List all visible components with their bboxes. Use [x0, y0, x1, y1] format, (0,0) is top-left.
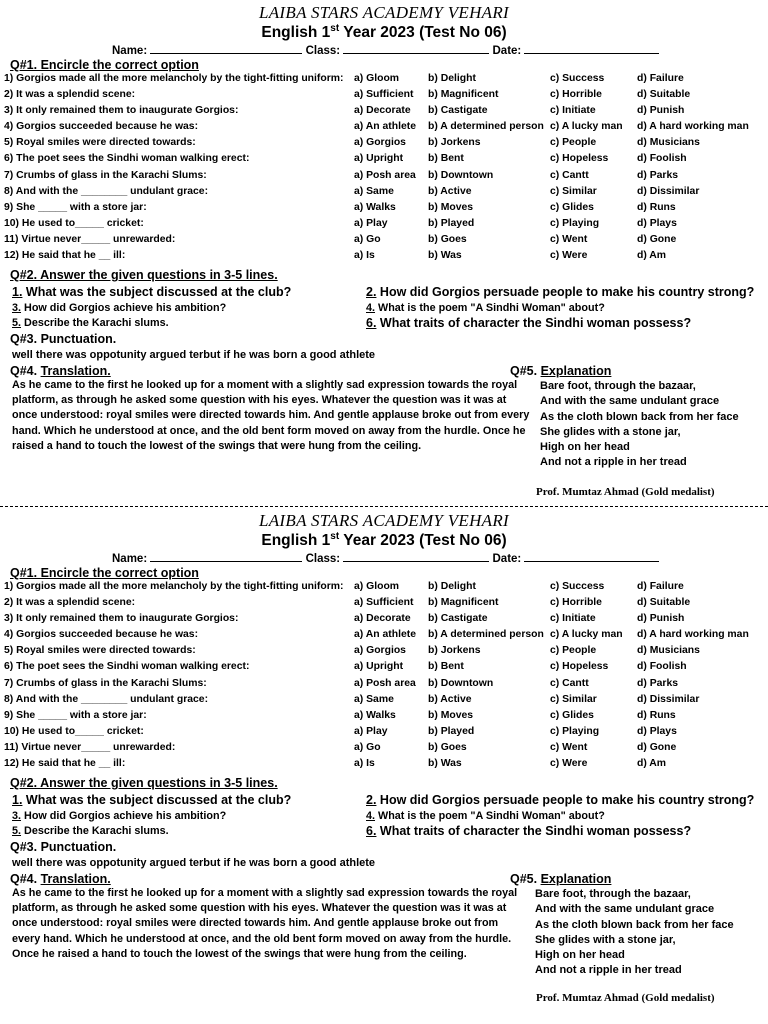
- short-question: 2. How did Gorgios persuade people to make his country strong?: [366, 793, 755, 807]
- mcq-list: [4, 581, 768, 774]
- date-blank[interactable]: [524, 43, 659, 54]
- date-label: Date:: [492, 45, 522, 57]
- poem-line: Bare foot, through the bazaar,: [535, 888, 691, 900]
- q1-heading: Q#1. Encircle the correct option: [10, 566, 199, 580]
- poem-line: And with the same undulant grace: [535, 903, 715, 916]
- test-title: English 1st Year 2023 (Test No 06): [261, 23, 507, 42]
- poem-line: As the cloth blown back from her face: [540, 410, 739, 423]
- mcq-row: 7) Crumbs of glass in the Karachi Slums: a) Posh area b) Downtown c) Cantt d) Parks: [4, 677, 679, 689]
- punctuation-sentence: well there was oppotunity argued terbut if he was born a good athlete: [12, 349, 376, 361]
- poem-line: High on her head: [535, 949, 625, 962]
- mcq-row: 6) The poet sees the Sindhi woman walking erect: a) Upright b) Bent c) Hopeless d) Foolish: [4, 153, 687, 165]
- mcq-row: 6) The poet sees the Sindhi woman walking erect: a) Upright b) Bent c) Hopeless d) Foolish: [4, 661, 687, 673]
- q4-heading: Q#4. Translation.: [10, 872, 111, 886]
- q2-heading: Q#2. Answer the given questions in 3-5 lines.: [10, 268, 278, 282]
- test-paper-bottom: [0, 508, 768, 1016]
- mcq-row: 12) He said that he __ ill: a) Is b) Was c) Were d) Am: [4, 250, 667, 262]
- mcq-row: 7) Crumbs of glass in the Karachi Slums: a) Posh area b) Downtown c) Cantt d) Parks: [4, 169, 679, 181]
- class-blank[interactable]: [343, 43, 489, 54]
- short-question: 4. What is the poem "A Sindhi Woman" about?: [366, 302, 605, 314]
- poem-stanza: [535, 887, 734, 979]
- mcq-row: 2) It was a splendid scene: a) Sufficient b) Magnificent c) Horrible d) Suitable: [4, 89, 691, 101]
- test-title: English 1st Year 2023 (Test No 06): [261, 531, 507, 550]
- test-paper-top: [0, 0, 768, 508]
- q5-heading: Q#5. Explanation: [510, 364, 612, 378]
- mcq-row: 4) Gorgios succeeded because he was: a) An athlete b) A determined person c) A lucky man d) A hard working man: [4, 121, 749, 133]
- short-question: 5. Describe the Karachi slums.: [12, 317, 169, 329]
- class-blank[interactable]: [343, 551, 489, 562]
- punctuation-sentence: well there was oppotunity argued terbut if he was born a good athlete: [12, 857, 376, 869]
- mcq-row: 11) Virtue never_____ unrewarded: a) Go b) Goes c) Went d) Gone: [4, 741, 677, 753]
- mcq-row: 10) He used to_____ cricket: a) Play b) Played c) Playing d) Plays: [4, 217, 677, 229]
- poem-line: High on her head: [540, 441, 630, 454]
- name-blank[interactable]: [150, 551, 302, 562]
- poem-line: And not a ripple in her tread: [540, 456, 687, 469]
- mcq-row: 3) It only remained them to inaugurate Gorgios: a) Decorate b) Castigate c) Initiate d) Punish: [4, 105, 685, 117]
- q1-heading: Q#1. Encircle the correct option: [10, 58, 199, 72]
- academy-title: LAIBA STARS ACADEMY VEHARI: [258, 3, 510, 22]
- poem-line: Bare foot, through the bazaar,: [540, 380, 696, 392]
- date-blank[interactable]: [524, 551, 659, 562]
- mcq-row: 11) Virtue never_____ unrewarded: a) Go b) Goes c) Went d) Gone: [4, 233, 677, 245]
- poem-line: As the cloth blown back from her face: [535, 918, 734, 931]
- short-question: 6. What traits of character the Sindhi woman possess?: [366, 316, 692, 330]
- class-label: Class:: [305, 553, 341, 565]
- short-question: 5. Describe the Karachi slums.: [12, 825, 169, 837]
- mcq-row: 1) Gorgios made all the more melancholy by the tight-fitting uniform: a) Gloom b) Delight c) Success d) Failure: [4, 73, 684, 84]
- poem-line: And not a ripple in her tread: [535, 964, 682, 977]
- teacher-signature: Prof. Mumtaz Ahmad (Gold medalist): [536, 486, 715, 498]
- short-question: 1. What was the subject discussed at the club?: [12, 285, 292, 299]
- short-question: 4. What is the poem "A Sindhi Woman" about?: [366, 810, 605, 822]
- translation-passage: As he came to the first he looked up for a moment with a slightly sad expression towards the royal platform, as through he asked some question with his eyes. Whatever the question was it was at once understood: royal smiles were directed towards him. And gentle applause broke out from every hand. Which he understood at once, and the old bent form moved on away from the hurdle. Once he raised a hand to touch the lowest of the swings that were hung from the ceiling.: [12, 887, 518, 960]
- short-question: 3. How did Gorgios achieve his ambition?: [12, 302, 227, 314]
- q3-heading: Q#3. Punctuation.: [10, 332, 117, 346]
- q3-heading: Q#3. Punctuation.: [10, 840, 117, 854]
- q2-heading: Q#2. Answer the given questions in 3-5 lines.: [10, 776, 278, 790]
- name-label: Name:: [112, 45, 148, 57]
- academy-title: LAIBA STARS ACADEMY VEHARI: [258, 511, 510, 530]
- short-question: 3. How did Gorgios achieve his ambition?: [12, 810, 227, 822]
- q5-heading: Q#5. Explanation: [510, 872, 612, 886]
- student-info-row: [112, 551, 659, 565]
- mcq-row: 9) She _____ with a store jar: a) Walks b) Moves c) Glides d) Runs: [4, 709, 676, 721]
- mcq-row: 5) Royal smiles were directed towards: a) Gorgios b) Jorkens c) People d) Musicians: [4, 645, 700, 657]
- mcq-row: 5) Royal smiles were directed towards: a) Gorgios b) Jorkens c) People d) Musicians: [4, 137, 700, 149]
- teacher-signature: Prof. Mumtaz Ahmad (Gold medalist): [536, 992, 715, 1004]
- q4-heading: Q#4. Translation.: [10, 364, 111, 378]
- poem-line: She glides with a stone jar,: [535, 933, 676, 946]
- class-label: Class:: [305, 45, 341, 57]
- student-info-row: [112, 43, 659, 57]
- name-label: Name:: [112, 553, 148, 565]
- mcq-row: 10) He used to_____ cricket: a) Play b) Played c) Playing d) Plays: [4, 725, 677, 737]
- short-question: 1. What was the subject discussed at the club?: [12, 793, 292, 807]
- mcq-list: [4, 73, 768, 266]
- mcq-row: 12) He said that he __ ill: a) Is b) Was c) Were d) Am: [4, 758, 667, 770]
- mcq-row: 2) It was a splendid scene: a) Sufficient b) Magnificent c) Horrible d) Suitable: [4, 597, 691, 609]
- short-question: 2. How did Gorgios persuade people to make his country strong?: [366, 285, 755, 299]
- name-blank[interactable]: [150, 43, 302, 54]
- mcq-row: 3) It only remained them to inaugurate Gorgios: a) Decorate b) Castigate c) Initiate d) Punish: [4, 613, 685, 625]
- mcq-row: 1) Gorgios made all the more melancholy by the tight-fitting uniform: a) Gloom b) Delight c) Success d) Failure: [4, 581, 684, 592]
- short-question: 6. What traits of character the Sindhi woman possess?: [366, 824, 692, 838]
- translation-passage: As he came to the first he looked up for a moment with a slightly sad expression towards the royal platform, as through he asked some question with his eyes. Whatever the question was it was at once understood: royal smiles were directed towards him. And gentle applause broke out from every hand. Which he understood at once, and the old bent form moved on away from the hurdle. Once he raised a hand to touch the lowest of the swings that were hung from the ceiling.: [12, 379, 530, 452]
- date-label: Date:: [492, 553, 522, 565]
- mcq-row: 9) She _____ with a store jar: a) Walks b) Moves c) Glides d) Runs: [4, 201, 676, 213]
- poem-line: She glides with a stone jar,: [540, 425, 681, 438]
- mcq-row: 8) And with the ________ undulant grace: a) Same b) Active c) Similar d) Dissimilar: [4, 185, 700, 197]
- mcq-row: 8) And with the ________ undulant grace: a) Same b) Active c) Similar d) Dissimilar: [4, 693, 700, 705]
- poem-stanza: [540, 379, 739, 471]
- poem-line: And with the same undulant grace: [540, 395, 720, 408]
- mcq-row: 4) Gorgios succeeded because he was: a) An athlete b) A determined person c) A lucky man d) A hard working man: [4, 629, 749, 641]
